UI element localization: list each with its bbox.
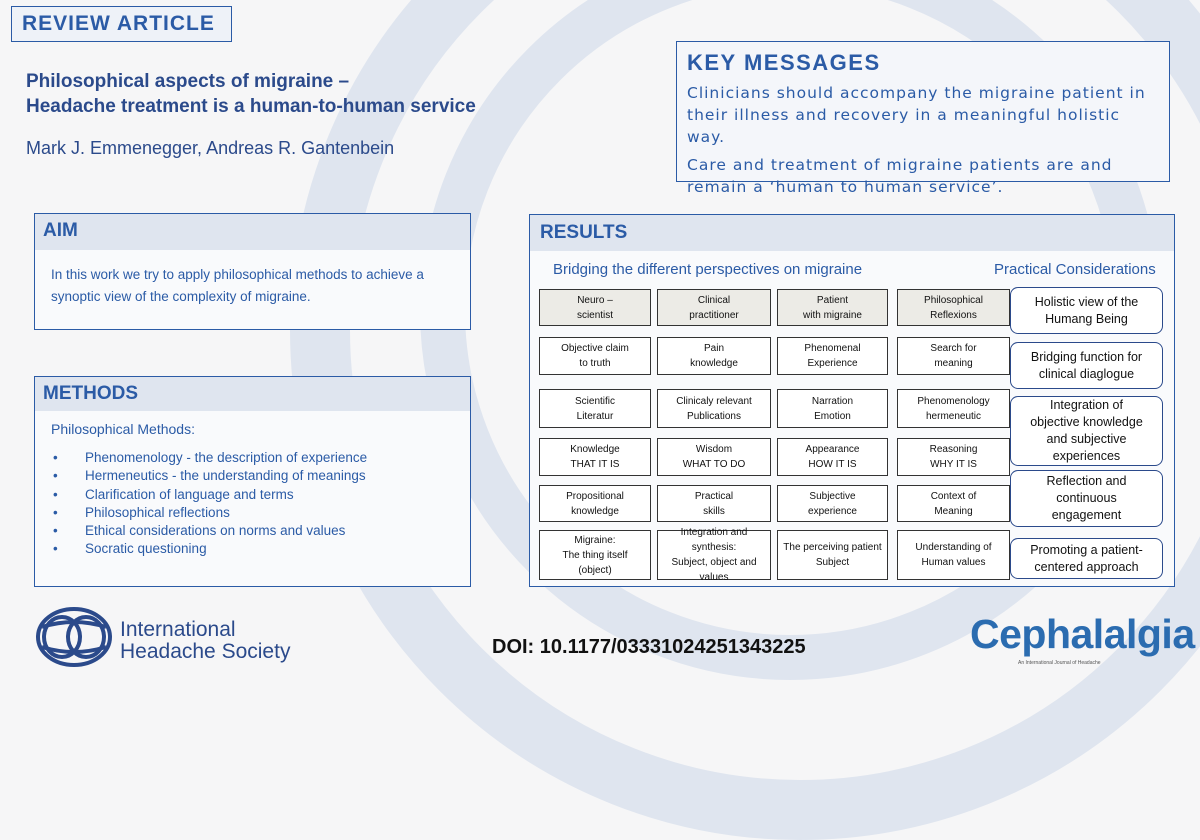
results-left-heading: Bridging the different perspectives on migraine (553, 261, 863, 278)
consideration-box: Holistic view of the Humang Being (1010, 287, 1163, 334)
society-name: International Headache Society (120, 618, 291, 663)
aim-panel (34, 213, 471, 330)
perspective-cell: Migraine: The thing itself (object) (539, 530, 651, 580)
aim-title: AIM (35, 214, 470, 250)
methods-item: • Hermeneutics - the understanding of meanings (53, 468, 366, 484)
key-messages-box (676, 41, 1170, 196)
perspective-cell: Clinicaly relevant Publications (657, 389, 771, 428)
consideration-box: Bridging function for clinical diaglogue (1010, 342, 1163, 389)
methods-title: METHODS (35, 377, 470, 411)
perspective-cell: Knowledge THAT IT IS (539, 438, 651, 476)
methods-item: • Phenomenology - the description of experience (53, 450, 368, 465)
methods-list (35, 449, 470, 559)
perspective-cell: Search for meaning (897, 337, 1010, 375)
ihs-logo-icon (34, 605, 114, 669)
key-message: Care and treatment of migraine patients are and remain a ‘human to human service’. (687, 156, 1113, 196)
journal-logo: Cephalalgia (970, 611, 1195, 657)
consideration-box: Promoting a patient- centered approach (1010, 538, 1163, 579)
perspective-cell: Appearance HOW IT IS (777, 438, 888, 476)
perspective-cell: The perceiving patient Subject (777, 530, 888, 580)
perspective-cell: Pain knowledge (657, 337, 771, 375)
article-title (26, 69, 476, 119)
methods-item: • Ethical considerations on norms and values (53, 523, 346, 539)
perspective-cell: Narration Emotion (777, 389, 888, 428)
perspective-cell: Phenomenology hermeneutic (897, 389, 1010, 428)
perspective-header-cell: Philosophical Reflexions (897, 289, 1010, 326)
title-line-2: Headache treatment is a human-to-human service (26, 96, 476, 117)
perspective-cell: Integration and synthesis: Subject, object and values (657, 530, 771, 580)
perspective-cell: Understanding of Human values (897, 530, 1010, 580)
methods-subtitle: Philosophical Methods: (51, 421, 195, 437)
perspective-cell: Scientific Literatur (539, 389, 651, 428)
perspective-cell: Objective claim to truth (539, 337, 651, 375)
perspective-cell: Practical skills (657, 485, 771, 522)
methods-item: • Clarification of language and terms (53, 486, 294, 502)
methods-panel (34, 376, 471, 587)
key-message: Clinicians should accompany the migraine patient in their illness and recovery in a meaningful holistic way. (687, 84, 1146, 146)
title-line-1: Philosophical aspects of migraine – (26, 71, 350, 92)
results-title: RESULTS (530, 215, 1174, 251)
key-messages-title: KEY MESSAGES (687, 50, 881, 75)
perspective-cell: Phenomenal Experience (777, 337, 888, 375)
methods-item: • Philosophical reflections (53, 504, 230, 520)
doi: DOI: 10.1177/03331024251343225 (492, 636, 806, 658)
methods-item: • Socratic questioning (53, 541, 207, 557)
perspective-cell: Subjective experience (777, 485, 888, 522)
perspective-header-cell: Clinical practitioner (657, 289, 771, 326)
perspective-header-cell: Neuro – scientist (539, 289, 651, 326)
consideration-box: Reflection and continuous engagement (1010, 470, 1163, 527)
perspective-header-cell: Patient with migraine (777, 289, 888, 326)
aim-text: In this work we try to apply philosophical methods to achieve a synoptic view of the complexity of migraine. (51, 267, 424, 304)
journal-tagline: An International Journal of Headache (1018, 660, 1101, 666)
review-article-label: REVIEW ARTICLE (11, 6, 232, 42)
authors: Mark J. Emmenegger, Andreas R. Gantenbein (26, 138, 395, 158)
perspective-cell: Wisdom WHAT TO DO (657, 438, 771, 476)
perspective-cell: Propositional knowledge (539, 485, 651, 522)
results-right-heading: Practical Considerations (994, 261, 1156, 278)
perspective-cell: Context of Meaning (897, 485, 1010, 522)
perspective-cell: Reasoning WHY IT IS (897, 438, 1010, 476)
consideration-box: Integration of objective knowledge and subjective experiences (1010, 396, 1163, 466)
